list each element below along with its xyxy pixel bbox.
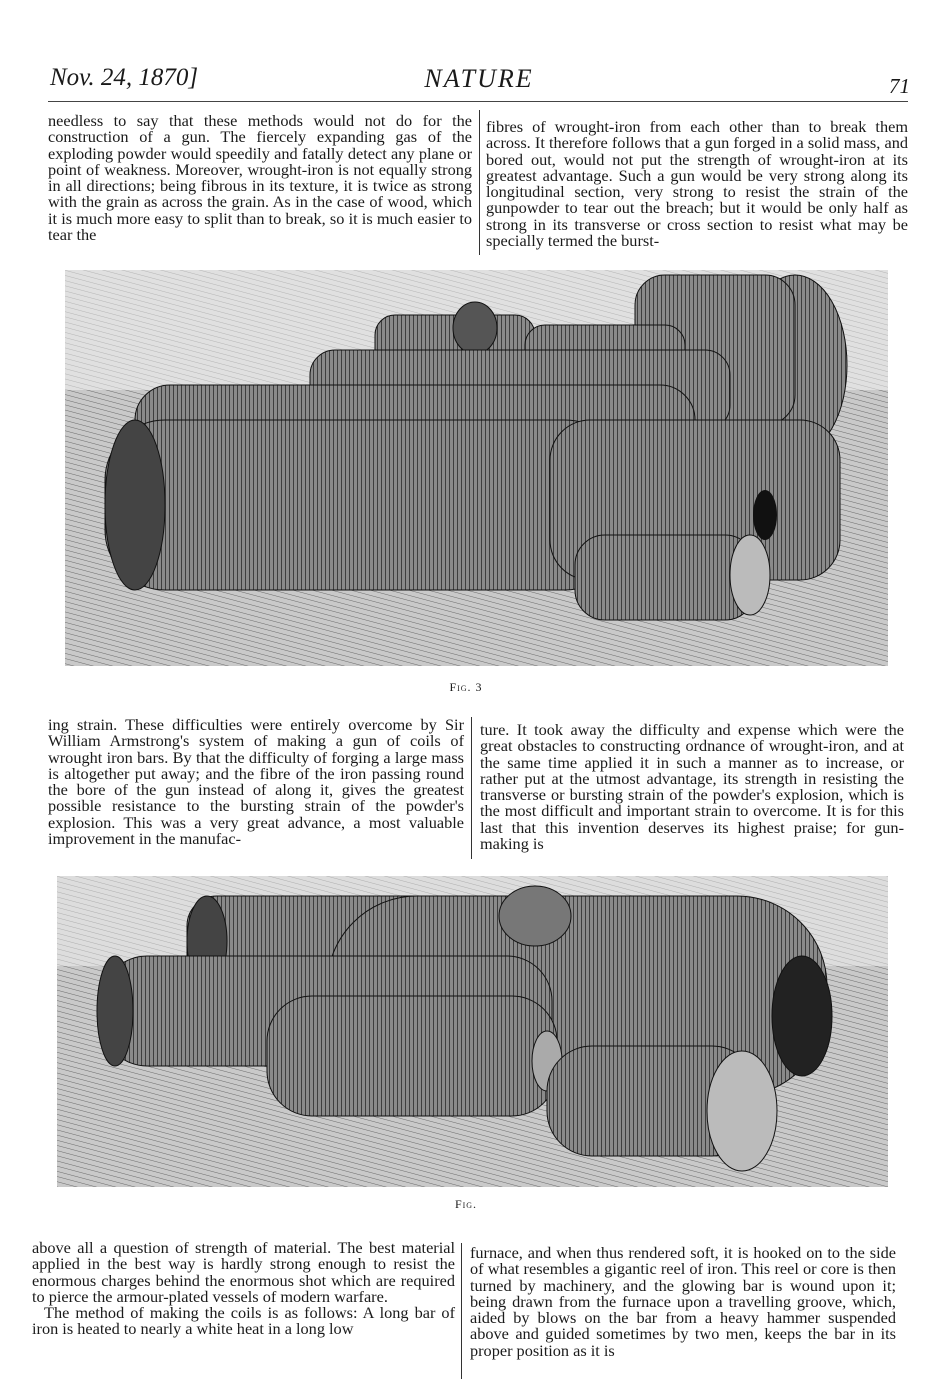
- column-rule: [479, 110, 480, 255]
- text-column-top-right: [486, 119, 908, 249]
- text-column-middle-left: [48, 717, 464, 847]
- paragraph: furnace, and when thus rendered soft, it is hooked on to the side of what resembles a gigantic reel of iron. This reel or core is then turned by machinery, and the glowing bar is wound upon it; being drawn from the furnace upon a travelling groove, which, aided by blows on the bar from a heavy hammer suspended above and guided sometimes by two men, keeps the bar in its proper position as it is: [470, 1243, 896, 1360]
- paragraph: ture. It took away the difficulty and expense which were the great obstacles to constructing ordnance of wrought-iron, and at the same time applied it in such a manner as to increase, or rather put at the utmost advantage, its strength in resisting the transverse or bursting strain of the powder's explosion, which is the most difficult and important strain to overcome. It is for this last that this invention deserves its highest praise; for gun-making is: [480, 720, 904, 854]
- paragraph: fibres of wrought-iron from each other than to break them across. It therefore follows that a gun forged in a solid mass, and bored out, would not put the strength of wrought-iron at its greatest advantage. Such a gun would be very strong along its longitudinal section, very strong to resist the strain of the gunpowder to tear out the breach; but it would be only half as strong in its transverse or cross section to resist what may be specially termed the burst-: [486, 117, 908, 251]
- page-header: [48, 60, 910, 100]
- header-rule: [48, 101, 908, 102]
- journal-title: NATURE: [424, 64, 534, 93]
- text-column-middle-right: [480, 722, 904, 852]
- column-rule: [461, 1243, 462, 1379]
- figure-4-caption: Fig.: [454, 1197, 478, 1211]
- paragraph: The method of making the coils is as follows: A long bar of iron is heated to nearly a white heat in a long low: [32, 1303, 455, 1339]
- paragraph: needless to say that these methods would not do for the construction of a gun. The fiercely expanding gas of the exploding powder would speedily and fatally detect any plane or point of weakness. Moreover, wrought-iron is not equally strong in all directions; being fibrous in its texture, it is twice as strong with the grain as across the grain. As in the case of wood, which it is much more easy to split than to break, so it is much easier to tear the: [48, 111, 472, 245]
- figure-4-engraving: [57, 876, 888, 1187]
- issue-date: Nov. 24, 1870]: [50, 64, 199, 91]
- paragraph: above all a question of strength of material. The best material applied in the best way is hardly strong enough to resist the enormous charges behind the enormous shot which are required to pierce the armour-plated vessels of modern warfare.: [32, 1238, 455, 1306]
- text-column-bottom-right: [470, 1245, 896, 1359]
- text-column-bottom-left: [32, 1240, 455, 1338]
- column-rule: [471, 717, 472, 859]
- figure-3-caption: Fig. 3: [449, 680, 483, 694]
- figure-3-engraving: [65, 270, 888, 666]
- text-column-top-left: [48, 113, 472, 243]
- paragraph: ing strain. These difficulties were entirely overcome by Sir William Armstrong's system of making a gun of coils of wrought iron bars. By that the difficulty of forging a large mass is altogether put away; and the fibre of the iron passing round the bore of the gun instead of along it, gives the greatest possible resistance to the bursting strain of the powder's explosion. This was a very great advance, a most valuable improvement in the manufac-: [48, 715, 464, 849]
- page-number: 71: [889, 74, 910, 98]
